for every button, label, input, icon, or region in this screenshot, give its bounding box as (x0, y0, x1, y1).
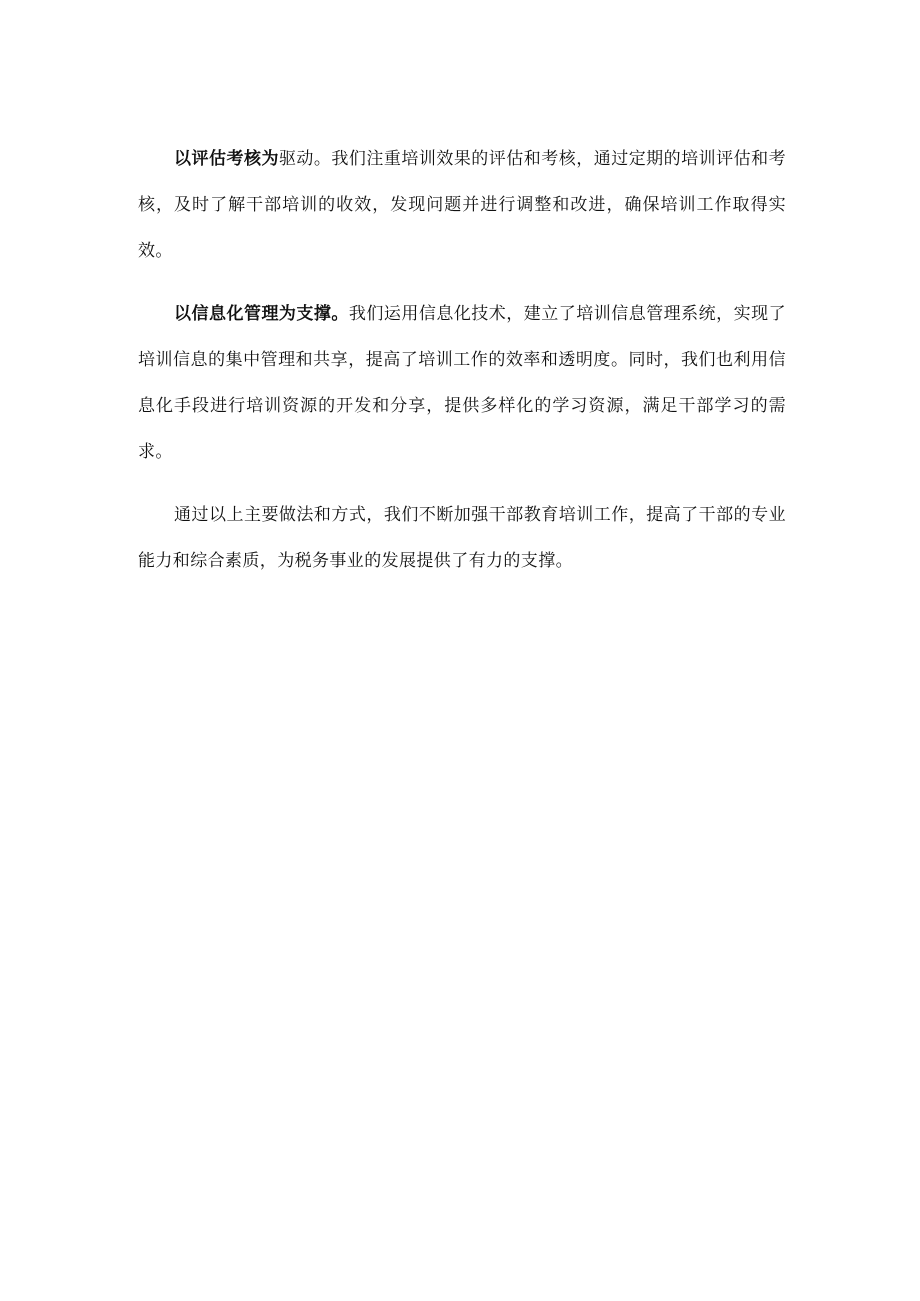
paragraph-lead-bold: 以评估考核为 (174, 149, 279, 169)
paragraph-informatization (138, 291, 786, 475)
document-body (138, 136, 786, 601)
paragraph-lead-bold: 以信息化管理为支撑。 (174, 304, 349, 324)
paragraph-summary (138, 492, 786, 584)
paragraph-text: 驱动。我们注重培训效果的评估和考核，通过定期的培训评估和考核，及时了解干部培训的收效，发现问题并进行调整和改进，确保培训工作取得实效。 (138, 149, 786, 261)
paragraph-evaluation (138, 136, 786, 274)
paragraph-text: 通过以上主要做法和方式，我们不断加强干部教育培训工作，提高了干部的专业能力和综合素质，为税务事业的发展提供了有力的支撑。 (138, 505, 786, 571)
paragraph-text: 我们运用信息化技术，建立了培训信息管理系统，实现了培训信息的集中管理和共享，提高了培训工作的效率和透明度。同时，我们也利用信息化手段进行培训资源的开发和分享，提供多样化的学习资源，满足干部学习的需求。 (138, 304, 787, 462)
